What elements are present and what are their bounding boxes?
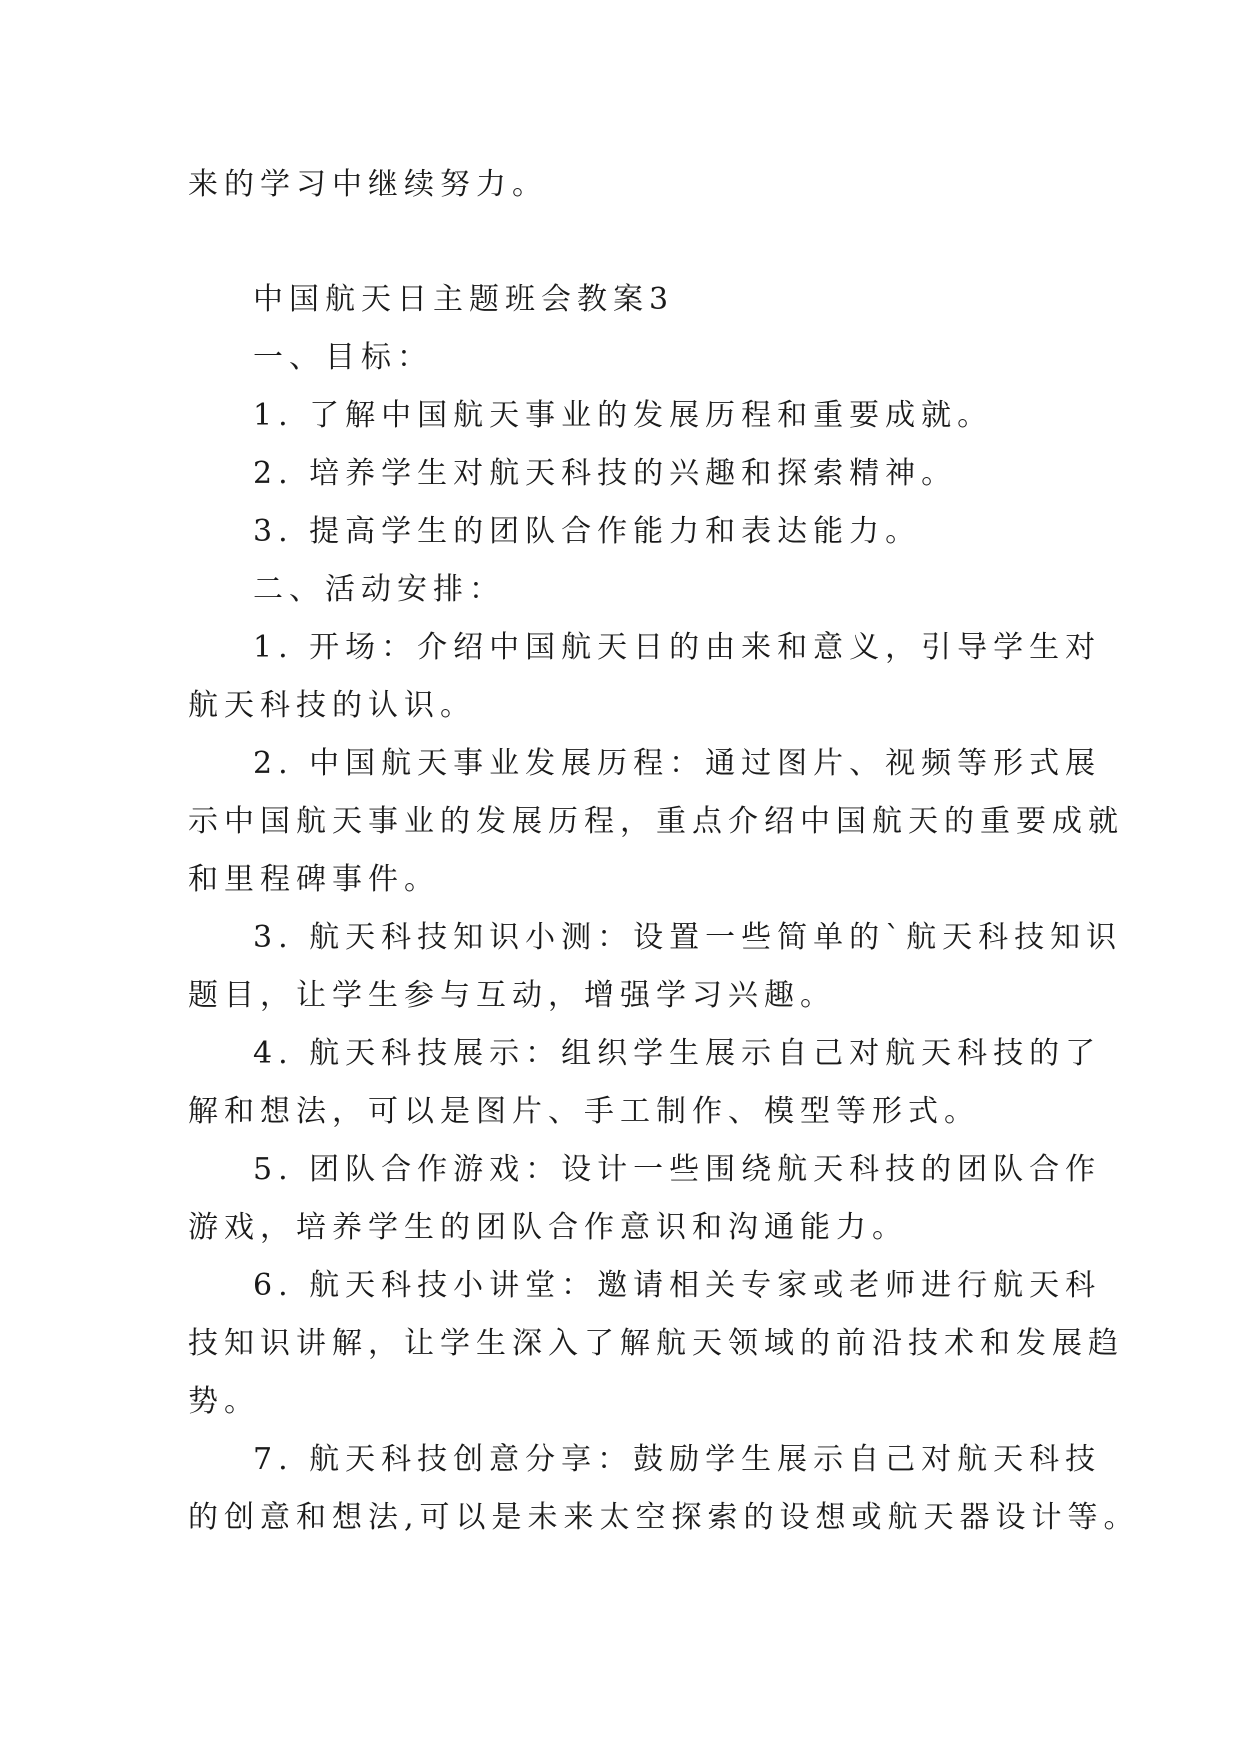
activity-1-line-1: 1. 开场：介绍中国航天日的由来和意义，引导学生对 <box>253 630 1102 665</box>
paragraph-continuation: 来的学习中继续努力。 <box>188 167 548 202</box>
activity-2-line-1: 2. 中国航天事业发展历程：通过图片、视频等形式展 <box>253 746 1102 781</box>
activity-6-line-2: 技知识讲解，让学生深入了解航天领域的前沿技术和发展趋 <box>188 1326 1124 1361</box>
goal-item-2: 2. 培养学生对航天科技的兴趣和探索精神。 <box>253 456 958 491</box>
activity-1-line-2: 航天科技的认识。 <box>188 688 476 723</box>
heading-activities: 二、活动安排： <box>253 572 505 607</box>
activity-4-line-2: 解和想法，可以是图片、手工制作、模型等形式。 <box>188 1094 980 1129</box>
activity-6-line-3: 势。 <box>188 1384 260 1419</box>
activity-6-line-1: 6. 航天科技小讲堂：邀请相关专家或老师进行航天科 <box>253 1268 1102 1303</box>
goal-item-3: 3. 提高学生的团队合作能力和表达能力。 <box>253 514 922 549</box>
section-title: 中国航天日主题班会教案3 <box>253 282 675 317</box>
activity-2-line-2: 示中国航天事业的发展历程，重点介绍中国航天的重要成就 <box>188 804 1124 839</box>
activity-4-line-1: 4. 航天科技展示：组织学生展示自己对航天科技的了 <box>253 1036 1102 1071</box>
activity-3-line-2: 题目，让学生参与互动，增强学习兴趣。 <box>188 978 836 1013</box>
heading-goals: 一、目标： <box>253 340 433 375</box>
goal-item-1: 1. 了解中国航天事业的发展历程和重要成就。 <box>253 398 994 433</box>
activity-5-line-2: 游戏，培养学生的团队合作意识和沟通能力。 <box>188 1210 908 1245</box>
activity-3-line-1: 3. 航天科技知识小测：设置一些简单的`航天科技知识 <box>253 920 1123 955</box>
activity-7-line-2: 的创意和想法,可以是未来太空探索的设想或航天器设计等。 <box>188 1500 1140 1535</box>
activity-7-line-1: 7. 航天科技创意分享：鼓励学生展示自己对航天科技 <box>253 1442 1102 1477</box>
activity-2-line-3: 和里程碑事件。 <box>188 862 440 897</box>
activity-5-line-1: 5. 团队合作游戏：设计一些围绕航天科技的团队合作 <box>253 1152 1102 1187</box>
